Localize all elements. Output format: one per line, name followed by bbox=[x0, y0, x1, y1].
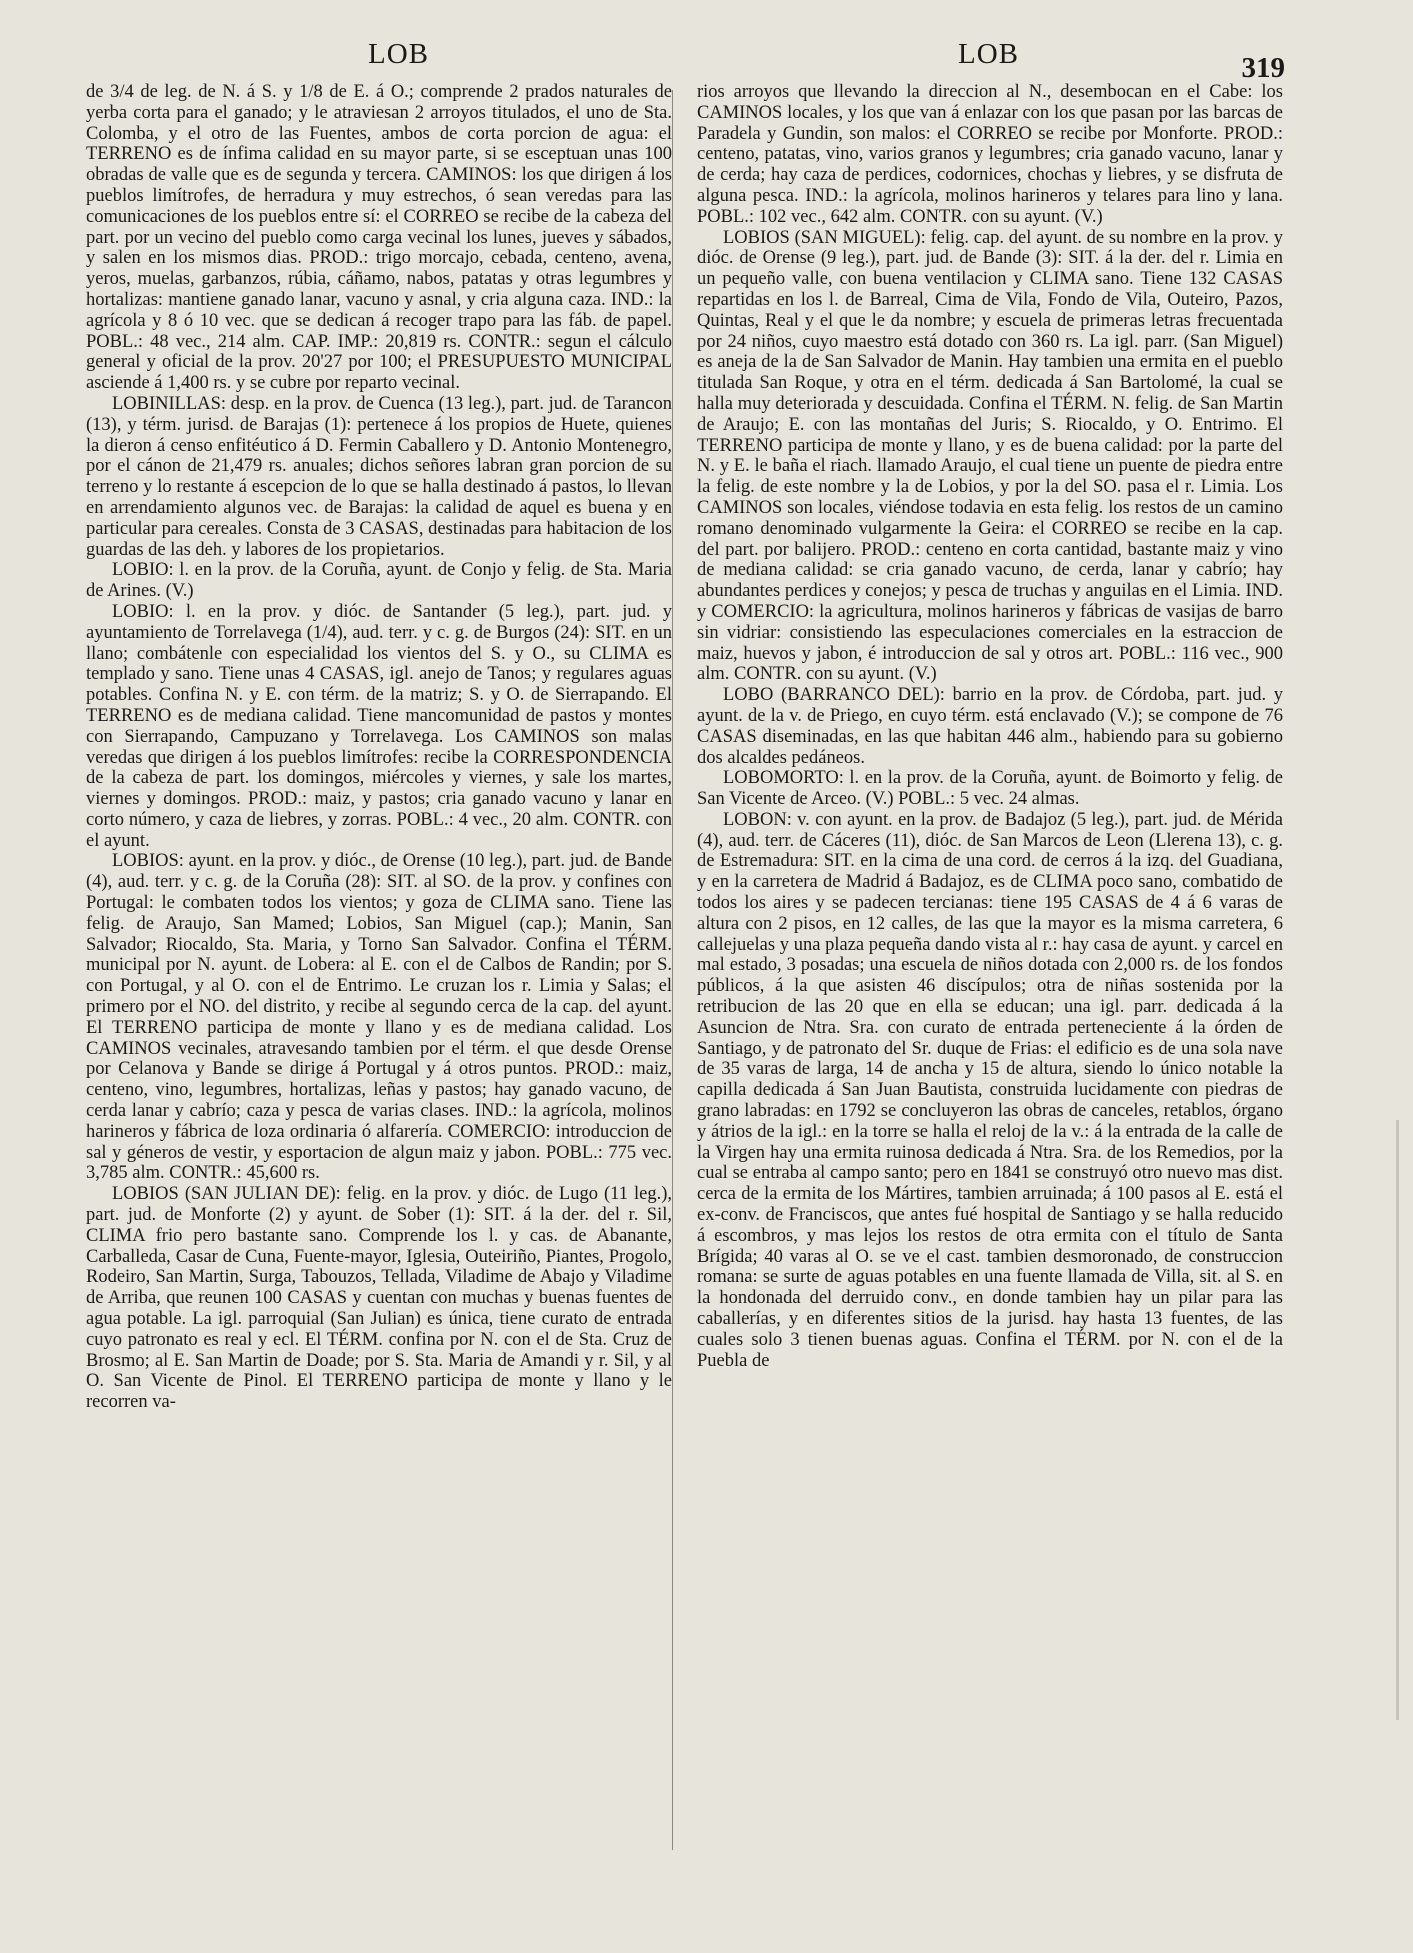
entry-lobio-coruna: LOBIO: l. en la prov. de la Coruña, ayunt. de Conjo y felig. de Sta. Maria de Arines. (V.) bbox=[86, 560, 672, 602]
running-head-right: LOB bbox=[958, 38, 1019, 70]
entry-lobio-santander: LOBIO: l. en la prov. y dióc. de Santander (5 leg.), part. jud. y ayuntamiento de Torrelavega (1/4), aud. terr. y c. g. de Burgos (24): SIT. en un llano; combátenle con especialidad los vientos del S. y O., su CLIMA es templado y sano. Tiene unas 4 CASAS, igl. anejo de Tanos; y regulares aguas potables. Confina N. y E. con térm. de la matriz; S. y O. de Sierrapando. El TERRENO es de mediana calidad. Tiene mancomunidad de pastos y montes con Sierrapando, Campuzano y Torrelavega. Los CAMINOS son malas veredas que dirigen á los pueblos limítrofes: recibe la CORRESPONDENCIA de la cabeza de part. los domingos, miércoles y viernes, y sale los martes, viernes y domingos. PROD.: maiz, y pastos; cria ganado vacuno y lanar en corto número, y caza de liebres, y zorras. POBL.: 4 vec., 20 alm. CONTR. con el ayunt. bbox=[86, 601, 672, 851]
entry-lobios-ayunt: LOBIOS: ayunt. en la prov. y dióc., de Orense (10 leg.), part. jud. de Bande (4), aud. terr. y c. g. de la Coruña (28): SIT. al SO. de la prov. y confines con Portugal: le combaten todos los vientos; y goza de CLIMA sano. Tiene las felig. de Araujo, San Mamed; Lobios, San Miguel (cap.); Manin, San Salvador; Riocaldo, Sta. Maria, y Torno San Salvador. Confina el TÉRM. municipal por N. ayunt. de Lobera: al E. con el de Calbos de Randin; por S. con Portugal, y al O. con el de Entrimo. Le cruzan los r. Limia y Salas; el primero por el NO. del distrito, y recibe al segundo cerca de la cap. del ayunt. El TERRENO participa de monte y llano y es de mediana calidad. Los CAMINOS vecinales, atravesando tambien por el térm. el que desde Orense por Celanova y Bande se dirige á Portugal y á otros puntos. PROD.: maiz, centeno, vino, legumbres, hortalizas, leñas y pastos; hay ganado vacuno, de cerda lanar y cabrío; caza y pesca de varias clases. IND.: la agrícola, molinos harineros y fábrica de loza ordinaria ó alfarería. COMERCIO: introduccion de sal y géneros de vestir, y esportacion de algun maiz y jabon. POBL.: 775 vec. 3,785 alm. CONTR.: 45,600 rs. bbox=[86, 851, 672, 1184]
running-head-left: LOB bbox=[368, 38, 429, 70]
left-column bbox=[86, 82, 672, 1413]
entry-lobo-barranco: LOBO (BARRANCO DEL): barrio en la prov. de Córdoba, part. jud. y ayunt. de la v. de Priego, en cuyo térm. está enclavado (V.); se compone de 76 CASAS diseminadas, en las que habitan 446 alm., habiendo para su gobierno dos alcaldes pedáneos. bbox=[697, 685, 1283, 768]
page-number: 319 bbox=[1241, 52, 1285, 84]
entry-lobios-san-julian: LOBIOS (SAN JULIAN DE): felig. en la prov. y dióc. de Lugo (11 leg.), part. jud. de Monforte (2) y ayunt. de Sober (1): SIT. á la der. del r. Sil, CLIMA frio pero bastante sano. Comprende los l. y cas. de Abanante, Carballeda, Casar de Cuna, Fuente-mayor, Iglesia, Outeiriño, Piantes, Progolo, Rodeiro, San Martin, Surga, Tabouzos, Tellada, Viladime de Abajo y Viladime de Arriba, que reunen 100 CASAS y cuentan con muchas y buenas fuentes de agua potable. La igl. parroquial (San Julian) es única, tiene curato de entrada cuyo patronato es real y ecl. El TÉRM. confina por N. con el de Sta. Cruz de Brosmo; al E. San Martin de Doade; por S. Sta. Maria de Amandi y r. Sil, y al O. San Vicente de Pinol. El TERRENO participa de monte y llano y le recorren va- bbox=[86, 1184, 672, 1413]
right-column bbox=[697, 82, 1283, 1371]
column-divider bbox=[672, 90, 673, 1850]
entry-lobios-san-miguel: LOBIOS (SAN MIGUEL): felig. cap. del ayunt. de su nombre en la prov. y dióc. de Orense (9 leg.), part. jud. de Bande (3): SIT. á la der. del r. Limia en un pequeño valle, con buena ventilacion y CLIMA sano. Tiene 132 CASAS repartidas en los l. de Barreal, Cima de Vila, Fondo de Vila, Outeiro, Pazos, Quintas, Real y el que le da nombre; y escuela de primeras letras frecuentada por 24 niños, cuyo maestro está dotado con 360 rs. La igl. parr. (San Miguel) es aneja de la de San Salvador de Manin. Hay tambien una ermita en el pueblo titulada San Roque, y otra en el térm. dedicada á San Bartolomé, la cual se halla muy deteriorada y descuidada. Confina el TÉRM. N. felig. de San Martin de Araujo; E. con las montañas del Juris; S. Riocaldo, y O. Entrimo. El TERRENO participa de monte y llano, y es de buena calidad: por la parte del N. y E. le baña el riach. llamado Araujo, el cual tiene un puente de piedra entre la felig. de este nombre y la de Lobios, y por la del SO. pasa el r. Limia. Los CAMINOS son locales, viéndose todavia en esta felig. los restos de un camino romano denominado vulgarmente la Geira: el CORREO se recibe en la cap. del part. por balijero. PROD.: centeno en corta cantidad, bastante maiz y vino de mediana calidad: se cria ganado vacuno, de cerda, lanar y cabrío; hay abundantes perdices y conejos; y pesca de truchas y anguilas en el Limia. IND. y COMERCIO: la agricultura, molinos harineros y fábricas de vasijas de barro sin vidriar: consistiendo las especulaciones comerciales en la estraccion de maiz, huevos y jabon, é introduccion de sal y otros art. POBL.: 116 vec., 900 alm. CONTR. con su ayunt. (V.) bbox=[697, 227, 1283, 685]
paragraph: de 3/4 de leg. de N. á S. y 1/8 de E. á O.; comprende 2 prados naturales de yerba corta para el ganado; y le atraviesan 2 arroyos titulados, el uno de Sta. Colomba, y el otro de las Fuentes, ambos de corta porcion de agua: el TERRENO es de ínfima calidad en su mayor parte, si se esceptuan unas 100 obradas de valle que es de segunda y tercera. CAMINOS: los que dirigen á los pueblos limítrofes, de herradura y muy estrechos, ó sean veredas para las comunicaciones de los pueblos entre sí: el CORREO se recibe de la cabeza del part. por un vecino del pueblo como carga vecinal los lunes, jueves y sábados, y salen en los mismos dias. PROD.: trigo morcajo, cebada, centeno, avena, yeros, muelas, garbanzos, rúbia, cáñamo, nabos, patatas y otras legumbres y hortalizas: mantiene ganado lanar, vacuno y asnal, y cria alguna caza. IND.: la agrícola y 8 ó 10 vec. que se dedican á recoger trapo para las fáb. de papel. POBL.: 48 vec., 214 alm. CAP. IMP.: 20,819 rs. CONTR.: segun el cálculo general y oficial de la prov. 20'27 por 100; el PRESUPUESTO MUNICIPAL asciende á 1,400 rs. y se cubre por reparto vecinal. bbox=[86, 82, 672, 394]
entry-lobinillas: LOBINILLAS: desp. en la prov. de Cuenca (13 leg.), part. jud. de Tarancon (13), y térm. jurisd. de Barajas (1): pertenece á los propios de Huete, quienes la dieron á censo enfitéutico á D. Fermin Caballero y D. Antonio Montenegro, por el cánon de 21,479 rs. anuales; dichos señores labran gran porcion de su terreno y lo restante á escepcion de lo que se halla destinado á pastos, lo llevan en arrendamiento algunos vec. de Barajas: la calidad de aquel es buena y en particular para cereales. Consta de 3 CASAS, destinadas para habitacion de los guardas de las deh. y labores de los propietarios. bbox=[86, 393, 672, 560]
entry-lobomorto: LOBOMORTO: l. en la prov. de la Coruña, ayunt. de Boimorto y felig. de San Vicente de Arceo. (V.) POBL.: 5 vec. 24 almas. bbox=[697, 768, 1283, 810]
paragraph: rios arroyos que llevando la direccion al N., desembocan en el Cabe: los CAMINOS locales, y los que van á enlazar con los que pasan por las barcas de Paradela y Gundin, son malos: el CORREO se recibe por Monforte. PROD.: centeno, patatas, vino, varios granos y legumbres; cria ganado vacuno, lanar y de cerda; hay caza de perdices, codornices, chochas y liebres, y se disfruta de alguna pesca. IND.: la agrícola, molinos harineros y telares para lino y lana. POBL.: 102 vec., 642 alm. CONTR. con su ayunt. (V.) bbox=[697, 82, 1283, 227]
entry-lobon: LOBON: v. con ayunt. en la prov. de Badajoz (5 leg.), part. jud. de Mérida (4), aud. terr. de Cáceres (11), dióc. de San Marcos de Leon (Llerena 13), c. g. de Estremadura: SIT. en la cima de una cord. de cerros á la izq. del Guadiana, y en la carretera de Madrid á Badajoz, es de CLIMA poco sano, combatido de todos los aires y se padecen tercianas: tiene 195 CASAS de 4 á 6 varas de altura con 2 pisos, en 12 calles, de las que la mayor es la misma carretera, 6 callejuelas y una plaza pequeña dando vista al r.: hay casa de ayunt. y carcel en mal estado, 3 posadas; una escuela de niños dotada con 2,000 rs. de los fondos públicos, á la que asisten 46 discípulos; otra de niñas sostenida por la retribucion de las 20 que en ella se educan; una igl. parr. dedicada á la Asuncion de Ntra. Sra. con curato de entrada perteneciente á la órden de Santiago, y de patronato del Sr. duque de Frias: el edificio es de una sola nave de 35 varas de larga, 14 de ancha y 15 de altura, siendo lo único notable la capilla dedicada á San Juan Bautista, construida lucidamente con piedras de grano labradas: en 1792 se concluyeron las obras de canceles, retablos, órgano y átrios de la igl.: en la torre se halla el reloj de la v.: á la entrada de la calle de la Virgen hay una ermita ruinosa dedicada á Ntra. Sra. de los Remedios, por la cual se entraba al campo santo; pero en 1841 se construyó otro nuevo mas dist. cerca de la ermita de los Mártires, tambien arruinada; á 100 pasos al E. está el ex-conv. de Franciscos, que antes fué hospital de Santiago y se halla reducido á escombros, y mas lejos los restos de otra ermita con el título de Santa Brígida; 40 varas al O. se ve el cast. tambien desmoronado, de construccion romana: se surte de aguas potables en una fuente llamada de Villa, sit. al S. en la hondonada del derruido conv., en donde tambien hay un pilar para las caballerías, y en diferentes sitios de la jurisd. hay hasta 13 fuentes, de las cuales solo 3 tienen buenas aguas. Confina el TÉRM. por N. con el de la Puebla de bbox=[697, 809, 1283, 1371]
page-edge-shadow bbox=[1396, 1120, 1399, 1720]
